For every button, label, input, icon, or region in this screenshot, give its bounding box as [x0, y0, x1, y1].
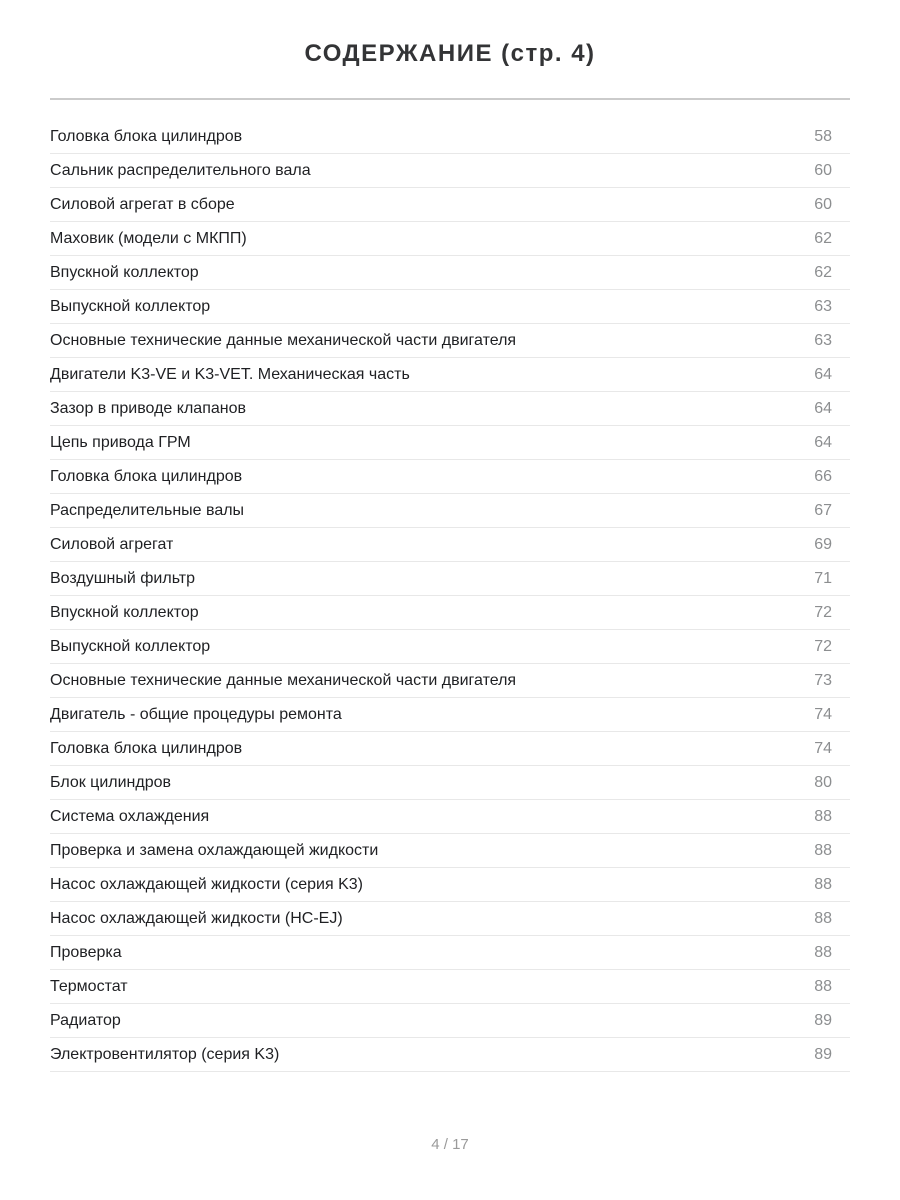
- toc-row[interactable]: [50, 1038, 850, 1072]
- toc-entry-page: 72: [814, 637, 832, 655]
- toc-entry-page: 63: [814, 297, 832, 315]
- toc-entry-label: Зазор в приводе клапанов: [50, 399, 246, 417]
- toc-row[interactable]: [50, 460, 850, 494]
- toc-entry-label: Выпускной коллектор: [50, 297, 211, 315]
- toc-entry-label: Силовой агрегат: [50, 535, 174, 553]
- toc-row[interactable]: [50, 664, 850, 698]
- toc-row[interactable]: [50, 528, 850, 562]
- toc-row[interactable]: [50, 868, 850, 902]
- toc-entry-label: Радиатор: [50, 1011, 121, 1029]
- toc-entry-page: 63: [814, 331, 832, 349]
- toc-row[interactable]: [50, 834, 850, 868]
- toc-row[interactable]: [50, 392, 850, 426]
- toc-entry-label: Впускной коллектор: [50, 603, 199, 621]
- toc-row[interactable]: [50, 596, 850, 630]
- toc-entry-page: 80: [814, 773, 832, 791]
- toc-entry-label: Основные технические данные механической части двигателя: [50, 331, 517, 349]
- toc-entry-page: 71: [814, 569, 832, 587]
- toc-entry-label: Двигатель - общие процедуры ремонта: [50, 705, 342, 723]
- toc-entry-page: 74: [814, 705, 832, 723]
- toc-entry-page: 88: [814, 943, 832, 961]
- toc-entry-label: Распределительные валы: [50, 501, 245, 519]
- toc-entry-page: 64: [814, 365, 832, 383]
- toc-entry-label: Блок цилиндров: [50, 773, 172, 791]
- toc-entry-page: 72: [814, 603, 832, 621]
- toc-entry-label: Воздушный фильтр: [50, 569, 196, 587]
- toc-entry-page: 69: [814, 535, 832, 553]
- toc-entry-label: Силовой агрегат в сборе: [50, 195, 235, 213]
- toc-entry-page: 88: [814, 841, 832, 859]
- toc-entry-page: 64: [814, 433, 832, 451]
- toc-entry-label: Головка блока цилиндров: [50, 739, 243, 757]
- toc-entry-page: 58: [814, 127, 832, 145]
- toc-entry-page: 60: [814, 161, 832, 179]
- toc-entry-page: 73: [814, 671, 832, 689]
- toc-row[interactable]: [50, 154, 850, 188]
- toc-entry-label: Основные технические данные механической части двигателя: [50, 671, 517, 689]
- page-title: СОДЕРЖАНИЕ (стр. 4): [304, 40, 596, 67]
- toc-row[interactable]: [50, 732, 850, 766]
- toc-entry-label: Термостат: [50, 977, 128, 995]
- toc-entry-page: 88: [814, 807, 832, 825]
- toc-row[interactable]: [50, 630, 850, 664]
- toc-entry-label: Двигатели K3-VE и K3-VET. Механическая часть: [50, 365, 410, 383]
- page-indicator: 4 / 17: [431, 1136, 469, 1153]
- toc-row[interactable]: [50, 766, 850, 800]
- toc-row[interactable]: [50, 222, 850, 256]
- toc-entry-page: 88: [814, 977, 832, 995]
- toc-entry-label: Головка блока цилиндров: [50, 467, 243, 485]
- toc-row[interactable]: [50, 800, 850, 834]
- toc-entry-label: Проверка и замена охлаждающей жидкости: [50, 841, 379, 859]
- toc-entry-page: 60: [814, 195, 832, 213]
- toc-row[interactable]: [50, 698, 850, 732]
- toc-row[interactable]: [50, 426, 850, 460]
- toc-entry-label: Впускной коллектор: [50, 263, 199, 281]
- toc-entry-page: 89: [814, 1045, 832, 1063]
- toc-entry-label: Проверка: [50, 943, 122, 961]
- toc-row[interactable]: [50, 936, 850, 970]
- toc-entry-label: Насос охлаждающей жидкости (серия K3): [50, 875, 363, 893]
- toc-entry-label: Насос охлаждающей жидкости (HC-EJ): [50, 909, 343, 927]
- toc-row[interactable]: [50, 324, 850, 358]
- toc-entry-page: 74: [814, 739, 832, 757]
- title-divider: [50, 98, 850, 100]
- toc-row[interactable]: [50, 290, 850, 324]
- toc-entry-label: Выпускной коллектор: [50, 637, 211, 655]
- toc-entry-label: Маховик (модели с МКПП): [50, 229, 247, 247]
- toc-row[interactable]: [50, 358, 850, 392]
- toc-entry-label: Электровентилятор (серия K3): [50, 1045, 280, 1063]
- toc-entry-label: Сальник распределительного вала: [50, 161, 311, 179]
- toc-entry-page: 67: [814, 501, 832, 519]
- toc-row[interactable]: [50, 562, 850, 596]
- toc-row[interactable]: [50, 902, 850, 936]
- toc-entry-page: 62: [814, 263, 832, 281]
- toc-entry-page: 88: [814, 909, 832, 927]
- toc-row[interactable]: [50, 188, 850, 222]
- toc-row[interactable]: [50, 256, 850, 290]
- toc-row[interactable]: [50, 1004, 850, 1038]
- toc-entry-label: Цепь привода ГРМ: [50, 433, 191, 451]
- toc-row[interactable]: [50, 970, 850, 1004]
- toc-entry-page: 64: [814, 399, 832, 417]
- toc-entry-page: 88: [814, 875, 832, 893]
- toc-entry-page: 89: [814, 1011, 832, 1029]
- toc-entry-label: Система охлаждения: [50, 807, 210, 825]
- toc-entry-label: Головка блока цилиндров: [50, 127, 243, 145]
- toc-entry-page: 66: [814, 467, 832, 485]
- toc-row[interactable]: [50, 120, 850, 154]
- toc-row[interactable]: [50, 494, 850, 528]
- toc-list: [50, 120, 850, 1072]
- toc-entry-page: 62: [814, 229, 832, 247]
